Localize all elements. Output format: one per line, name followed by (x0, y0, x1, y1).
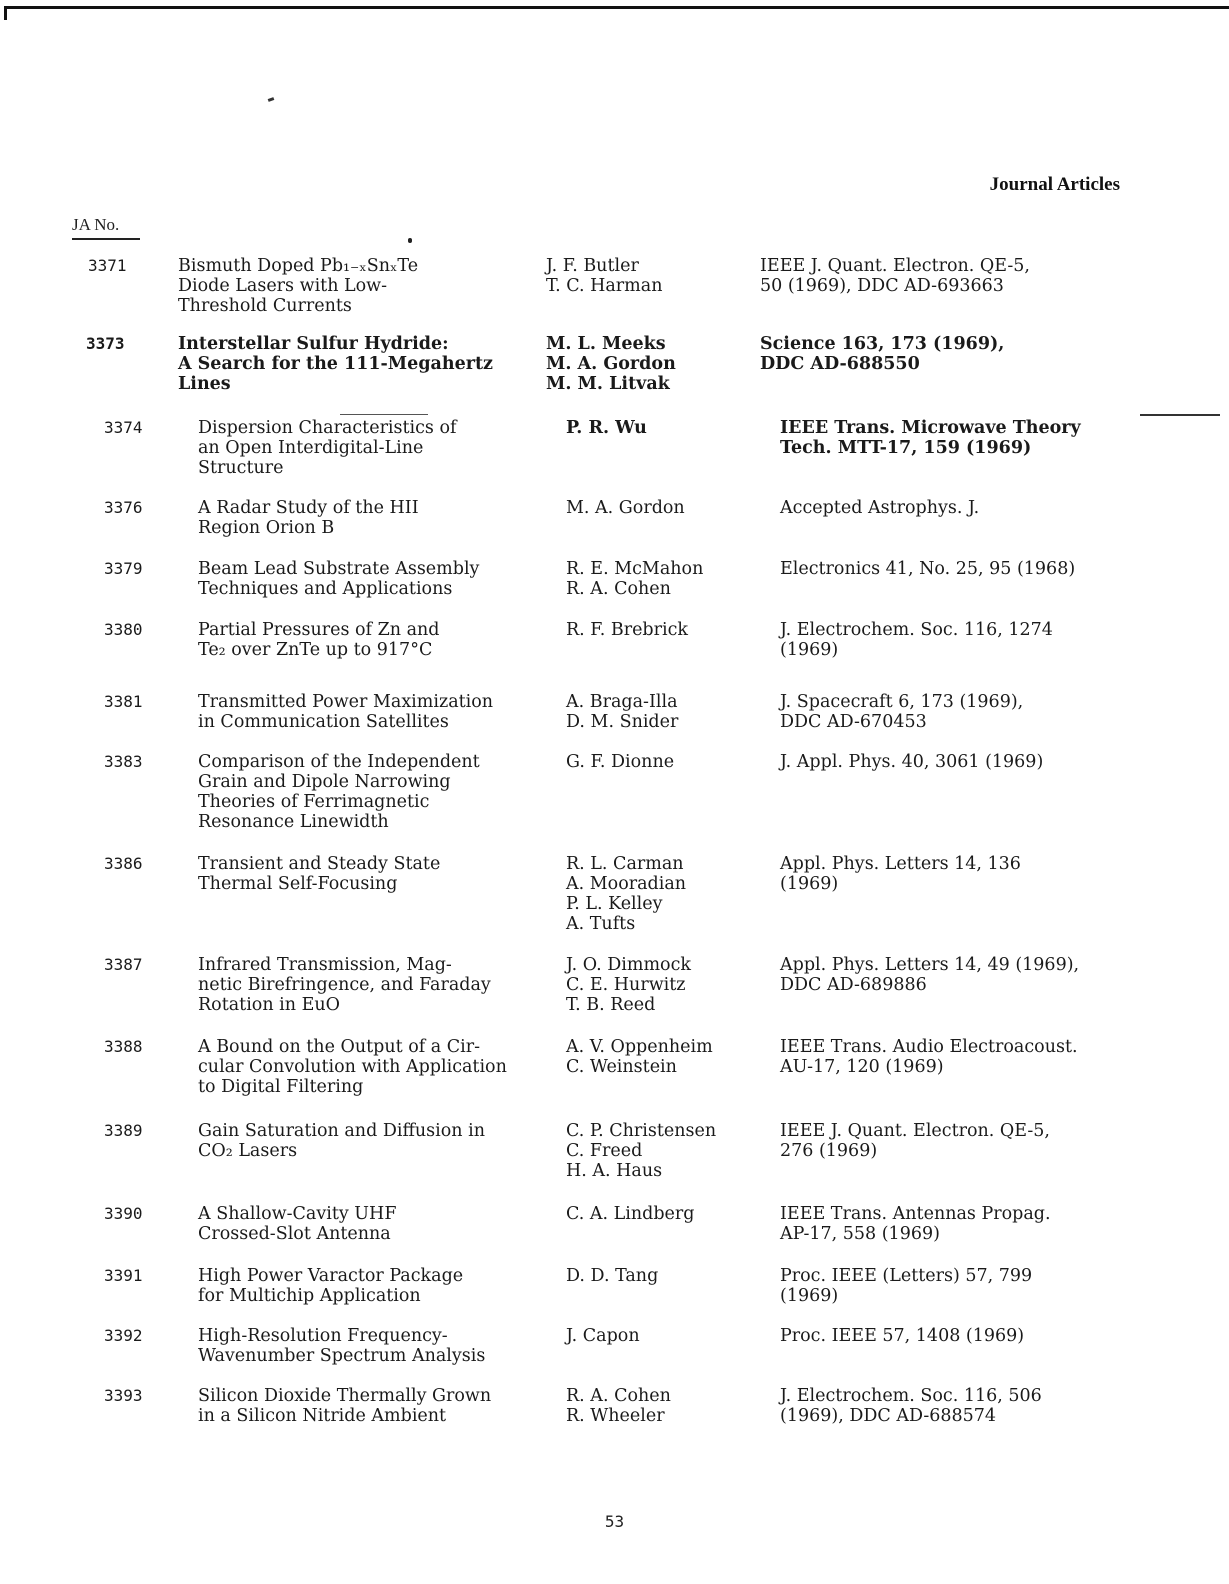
entry-reference-line: Tech. MTT-17, 159 (1969) (780, 438, 1032, 458)
entry-author: C. Weinstein (566, 1057, 677, 1077)
entry-author: H. A. Haus (566, 1161, 663, 1181)
scan-dot (408, 238, 412, 243)
entry-reference-line: Appl. Phys. Letters 14, 49 (1969), (780, 955, 1080, 975)
entry-authors (566, 1204, 694, 1224)
entry-authors (566, 752, 674, 772)
column-header-ja-no: JA No. (72, 215, 120, 234)
top-border-rule (4, 6, 1229, 9)
section-title: Journal Articles (989, 174, 1120, 195)
entry-title-line: CO₂ Lasers (198, 1141, 298, 1161)
entry-reference (760, 256, 1030, 296)
entry-title-line: Silicon Dioxide Thermally Grown (198, 1386, 492, 1406)
entry-reference-line: DDC AD-670453 (780, 712, 927, 732)
entry-author: R. A. Cohen (566, 579, 671, 599)
entry-authors (566, 1326, 640, 1346)
entry-title-line: A Shallow-Cavity UHF (198, 1204, 397, 1224)
entry-author: T. C. Harman (546, 276, 663, 296)
entry-title-line: Wavenumber Spectrum Analysis (198, 1346, 486, 1366)
entry-title (198, 692, 493, 732)
entry-title (198, 1037, 507, 1097)
entry-reference (780, 1266, 1032, 1306)
entry-title (178, 334, 493, 394)
entry-number: 3388 (104, 1037, 143, 1056)
entry-reference (780, 1037, 1078, 1077)
entry-title (198, 955, 491, 1015)
entry-title-line: Techniques and Applications (198, 579, 453, 599)
entry-title (198, 1266, 463, 1306)
margin-dash (1140, 414, 1220, 416)
entry-reference-line: J. Spacecraft 6, 173 (1969), (780, 692, 1024, 712)
entry-title-line: Transmitted Power Maximization (198, 692, 494, 712)
entry-reference-line: J. Electrochem. Soc. 116, 506 (780, 1386, 1042, 1406)
entry-title (178, 256, 418, 316)
entry-title-line: Partial Pressures of Zn and (198, 620, 440, 640)
entry-title-line: High Power Varactor Package (198, 1266, 464, 1286)
entry-author: M. L. Meeks (546, 334, 666, 354)
page-number: 53 (604, 1512, 625, 1531)
entry-title-line: in a Silicon Nitride Ambient (198, 1406, 447, 1426)
entry-author: M. A. Gordon (546, 354, 676, 374)
entry-title-line: Theories of Ferrimagnetic (198, 792, 430, 812)
entry-title-line: cular Convolution with Application (198, 1057, 507, 1077)
entry-authors (566, 498, 685, 518)
entry-author: P. L. Kelley (566, 894, 663, 914)
entry-title-line: Grain and Dipole Narrowing (198, 772, 451, 792)
entry-reference-line: IEEE J. Quant. Electron. QE-5, (760, 256, 1030, 276)
entry-authors (546, 256, 662, 296)
entry-authors (566, 559, 703, 599)
entry-reference (780, 1326, 1024, 1346)
entry-title-line: Threshold Currents (178, 296, 352, 316)
entry-title (198, 418, 457, 478)
entry-author: A. Mooradian (566, 874, 687, 894)
entry-title-line: A Radar Study of the HII (198, 498, 419, 518)
entry-author: A. V. Oppenheim (566, 1037, 713, 1057)
entry-reference-line: Proc. IEEE (Letters) 57, 799 (780, 1266, 1033, 1286)
entry-reference (780, 854, 1021, 894)
entry-reference-line: (1969) (780, 640, 839, 660)
entry-reference-line: Proc. IEEE 57, 1408 (1969) (780, 1326, 1025, 1346)
scan-mark (268, 97, 275, 102)
entry-author: T. B. Reed (566, 995, 656, 1015)
entry-reference-line: IEEE Trans. Antennas Propag. (780, 1204, 1051, 1224)
entry-reference (780, 1386, 1042, 1426)
entry-reference-line: (1969) (780, 874, 839, 894)
entry-reference-line: Science 163, 173 (1969), (760, 334, 1005, 354)
entry-reference (780, 620, 1053, 660)
entry-author: P. R. Wu (566, 418, 647, 438)
entry-author: A. Braga-Illa (566, 692, 678, 712)
entry-number: 3374 (104, 418, 143, 437)
entry-author: R. F. Brebrick (566, 620, 688, 640)
entry-author: J. O. Dimmock (566, 955, 691, 975)
entry-reference-line: DDC AD-688550 (760, 354, 920, 374)
entry-title (198, 620, 439, 660)
entry-title-line: Crossed-Slot Antenna (198, 1224, 391, 1244)
entry-author: M. A. Gordon (566, 498, 685, 518)
entry-author: R. A. Cohen (566, 1386, 671, 1406)
entry-authors (566, 692, 678, 732)
entry-title-line: Region Orion B (198, 518, 335, 538)
entry-reference-line: IEEE Trans. Audio Electroacoust. (780, 1037, 1078, 1057)
entry-title (198, 1386, 491, 1426)
entry-title (198, 559, 479, 599)
entry-authors (566, 620, 688, 640)
entry-title-line: Interstellar Sulfur Hydride: (178, 334, 449, 354)
entry-author: C. A. Lindberg (566, 1204, 695, 1224)
entry-reference (780, 955, 1079, 995)
entry-authors (566, 1266, 658, 1286)
entry-title-line: an Open Interdigital-Line (198, 438, 424, 458)
entry-title (198, 1326, 485, 1366)
entry-reference-line: IEEE Trans. Microwave Theory (780, 418, 1081, 438)
entry-reference (780, 752, 1043, 772)
entry-reference-line: DDC AD-689886 (780, 975, 927, 995)
entry-reference-line: AP-17, 558 (1969) (780, 1224, 940, 1244)
entry-authors (566, 418, 647, 438)
entry-title (198, 1204, 396, 1244)
entry-title (198, 1121, 485, 1161)
column-header-underline (72, 238, 140, 240)
entry-number: 3376 (104, 498, 143, 517)
entry-title-line: A Bound on the Output of a Cir- (198, 1037, 481, 1057)
entry-reference-line: (1969) (780, 1286, 839, 1306)
entry-reference-line: 276 (1969) (780, 1141, 878, 1161)
entry-title-line: Structure (198, 458, 284, 478)
entry-title-line: Beam Lead Substrate Assembly (198, 559, 480, 579)
entry-reference-line: J. Appl. Phys. 40, 3061 (1969) (780, 752, 1044, 772)
scan-dash (340, 414, 428, 415)
entry-reference (780, 1121, 1050, 1161)
entry-author: A. Tufts (566, 914, 636, 934)
entry-reference-line: Appl. Phys. Letters 14, 136 (780, 854, 1021, 874)
entry-number: 3383 (104, 752, 143, 771)
entry-title-line: in Communication Satellites (198, 712, 449, 732)
entry-title-line: Transient and Steady State (198, 854, 441, 874)
entry-title-line: Bismuth Doped Pb₁₋ₓSnₓTe (178, 256, 419, 276)
entry-title-line: Thermal Self-Focusing (198, 874, 398, 894)
entry-title-line: Lines (178, 374, 231, 394)
entry-reference (780, 418, 1081, 458)
entry-title-line: Comparison of the Independent (198, 752, 480, 772)
entry-authors (566, 1037, 713, 1077)
entry-number: 3390 (104, 1204, 143, 1223)
entry-authors (566, 955, 691, 1015)
entry-number: 3387 (104, 955, 143, 974)
entry-title-line: Rotation in EuO (198, 995, 340, 1015)
entry-title-line: Gain Saturation and Diffusion in (198, 1121, 485, 1141)
entry-title (198, 752, 480, 832)
entry-title-line: for Multichip Application (198, 1286, 421, 1306)
entry-author: C. Freed (566, 1141, 643, 1161)
entry-reference-line: AU-17, 120 (1969) (780, 1057, 944, 1077)
top-border-tick (4, 6, 7, 20)
entry-author: J. Capon (566, 1326, 640, 1346)
entry-title-line: Diode Lasers with Low- (178, 276, 388, 296)
entry-reference (780, 498, 979, 518)
entry-authors (566, 1386, 671, 1426)
entry-title-line: A Search for the 111-Megahertz (178, 354, 493, 374)
entry-author: G. F. Dionne (566, 752, 675, 772)
entry-author: D. D. Tang (566, 1266, 659, 1286)
entry-number: 3381 (104, 692, 143, 711)
entry-title-line: Resonance Linewidth (198, 812, 389, 832)
entry-reference-line: IEEE J. Quant. Electron. QE-5, (780, 1121, 1050, 1141)
entry-author: R. L. Carman (566, 854, 684, 874)
entry-author: R. Wheeler (566, 1406, 665, 1426)
entry-reference-line: Accepted Astrophys. J. (780, 498, 980, 518)
entry-author: C. P. Christensen (566, 1121, 717, 1141)
entry-author: C. E. Hurwitz (566, 975, 686, 995)
entry-reference (780, 692, 1023, 732)
entry-reference-line: (1969), DDC AD-688574 (780, 1406, 997, 1426)
entry-reference (780, 1204, 1051, 1244)
entry-title (198, 498, 419, 538)
entry-number: 3386 (104, 854, 143, 873)
entry-title (198, 854, 440, 894)
entry-title-line: Te₂ over ZnTe up to 917°C (198, 640, 433, 660)
entry-number: 3389 (104, 1121, 143, 1140)
entry-number: 3379 (104, 559, 143, 578)
entry-number: 3371 (88, 256, 127, 275)
entry-title-line: Infrared Transmission, Mag- (198, 955, 452, 975)
entry-title-line: Dispersion Characteristics of (198, 418, 457, 438)
entry-number: 3391 (104, 1266, 143, 1285)
entry-title-line: netic Birefringence, and Faraday (198, 975, 491, 995)
entry-number: 3393 (104, 1386, 143, 1405)
entry-authors (546, 334, 676, 394)
entry-number: 3392 (104, 1326, 143, 1345)
entry-reference-line: Electronics 41, No. 25, 95 (1968) (780, 559, 1076, 579)
entry-author: D. M. Snider (566, 712, 679, 732)
entry-title-line: High-Resolution Frequency- (198, 1326, 448, 1346)
entry-author: J. F. Butler (546, 256, 639, 276)
entry-number: 3380 (104, 620, 143, 639)
entry-reference (760, 334, 1004, 374)
entry-author: R. E. McMahon (566, 559, 704, 579)
entry-number: 3373 (86, 334, 125, 353)
entry-authors (566, 1121, 716, 1181)
entry-reference-line: 50 (1969), DDC AD-693663 (760, 276, 1004, 296)
entry-reference (780, 559, 1075, 579)
entry-title-line: to Digital Filtering (198, 1077, 364, 1097)
entry-author: M. M. Litvak (546, 374, 670, 394)
entry-authors (566, 854, 686, 934)
entry-reference-line: J. Electrochem. Soc. 116, 1274 (780, 620, 1053, 640)
